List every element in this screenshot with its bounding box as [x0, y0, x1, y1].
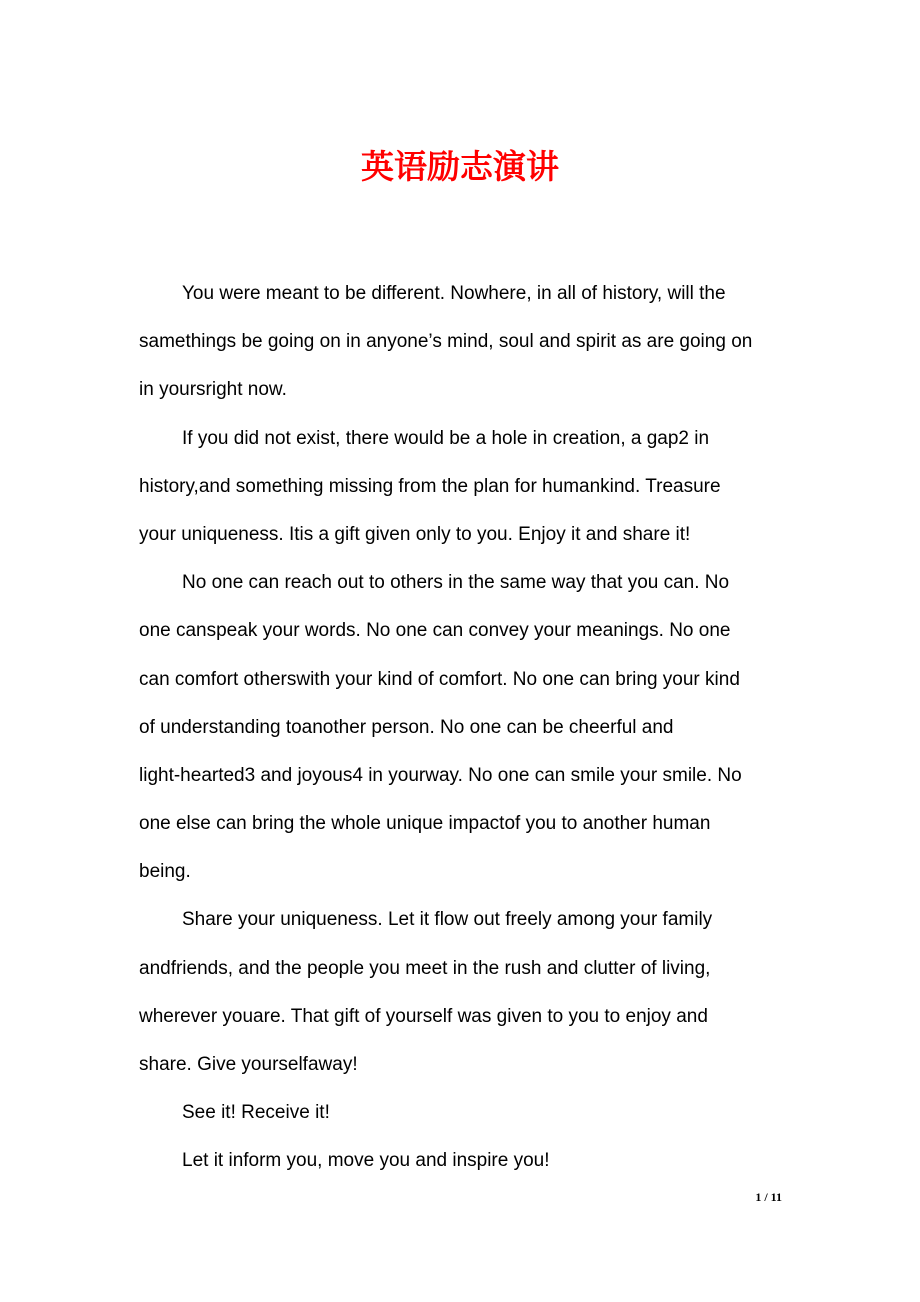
- text-line: No one can reach out to others in the same way that you can. No: [182, 572, 730, 594]
- paragraph-3: [139, 559, 789, 896]
- text-line: If you did not exist, there would be a hole in creation, a gap2 in: [182, 427, 710, 449]
- paragraph-5: [139, 1089, 789, 1137]
- paragraph-2: [139, 415, 789, 560]
- document-body: [139, 270, 789, 1186]
- text-line: in yoursright now.: [139, 379, 287, 401]
- text-line: andfriends, and the people you meet in the rush and clutter of living,: [139, 957, 711, 979]
- text-line: samethings be going on in anyone’s mind, soul and spirit as are going on: [139, 331, 753, 353]
- text-line: of understanding toanother person. No one can be cheerful and: [139, 716, 674, 738]
- paragraph-4: [139, 896, 789, 1089]
- page-number: 1 / 11: [755, 1190, 782, 1204]
- text-line: your uniqueness. Itis a gift given only to you. Enjoy it and share it!: [139, 523, 691, 545]
- text-line: light-hearted3 and joyous4 in yourway. No one can smile your smile. No: [139, 764, 742, 786]
- document-title: 英语励志演讲: [361, 147, 559, 186]
- text-line: wherever youare. That gift of yourself was given to you to enjoy and: [139, 1005, 708, 1027]
- text-line: one canspeak your words. No one can convey your meanings. No one: [139, 620, 731, 642]
- text-line: See it! Receive it!: [182, 1102, 330, 1124]
- text-line: can comfort otherswith your kind of comfort. No one can bring your kind: [139, 668, 740, 690]
- text-line: You were meant to be different. Nowhere, in all of history, will the: [182, 283, 726, 304]
- text-line: share. Give yourselfaway!: [139, 1054, 358, 1075]
- text-line: being.: [139, 861, 191, 883]
- paragraph-6: [139, 1137, 789, 1185]
- paragraph-1: [139, 270, 789, 415]
- text-line: history,and something missing from the plan for humankind. Treasure: [139, 475, 721, 497]
- text-line: one else can bring the whole unique impactof you to another human: [139, 813, 711, 835]
- text-line: Let it inform you, move you and inspire you!: [182, 1150, 550, 1172]
- text-line: Share your uniqueness. Let it flow out freely among your family: [182, 909, 713, 931]
